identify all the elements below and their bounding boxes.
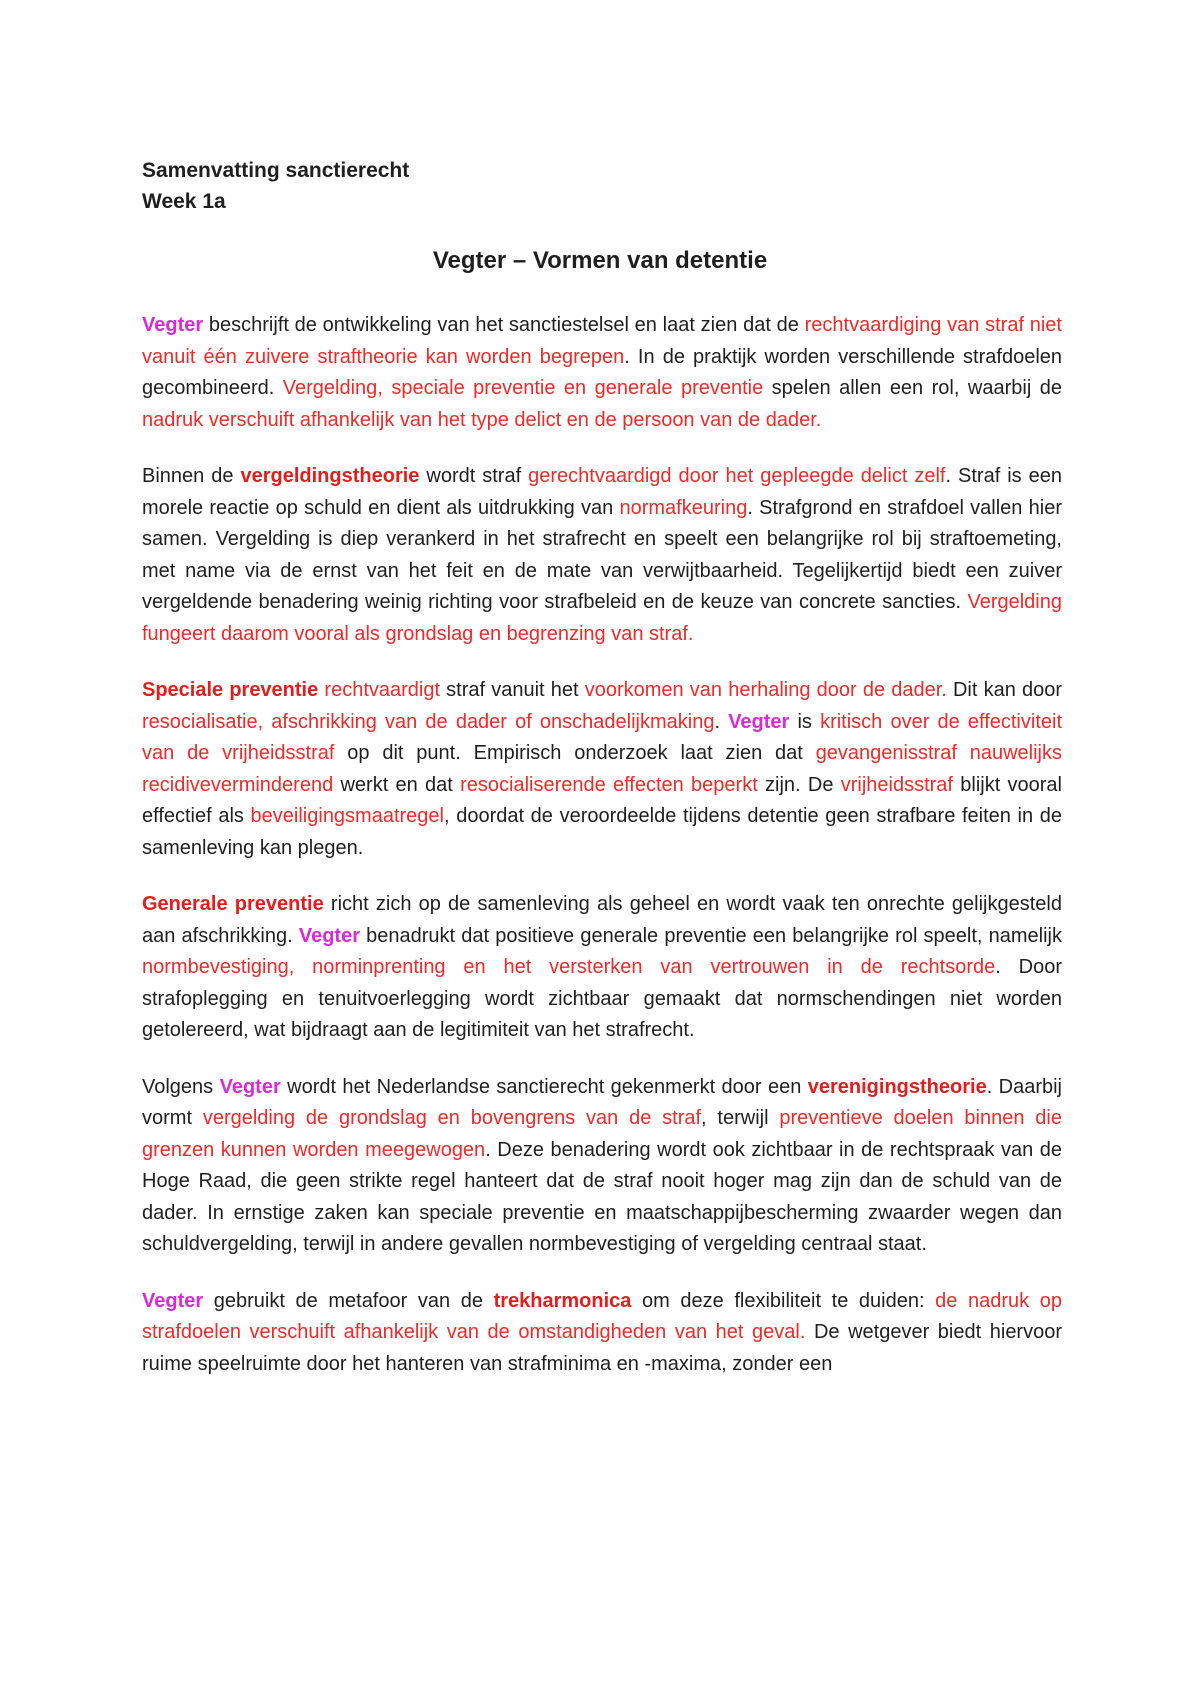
paragraph-generale-preventie: [142, 889, 1062, 1047]
text-run: , doordat de veroordeelde tijdens detentie geen strafbare feiten in de samenleving kan plegen.: [142, 805, 1063, 859]
highlight-red: de nadruk op strafdoelen verschuift afhankelijk van de omstandigheden van het geval.: [142, 1289, 1062, 1343]
document-subject: Samenvatting sanctierecht: [142, 159, 410, 182]
paragraph-verenigingstheorie: [142, 1072, 1062, 1261]
highlight-red: normafkeuring: [619, 496, 748, 519]
text-run: . In de praktijk worden verschillende strafdoelen gecombineerd.: [142, 345, 1063, 399]
highlight-red-bold: Speciale preventie: [142, 679, 319, 701]
highlight-name: Vegter: [142, 314, 204, 336]
text-run: . Door strafoplegging en tenuitvoerlegging wordt zichtbaar gemaakt dat normschendingen niet worden getolereerd, wat bijdraagt aan de legitimiteit van het strafrecht.: [142, 956, 1062, 1041]
highlight-red: Vergelding, speciale preventie en generale preventie: [282, 377, 764, 399]
paragraph-trekharmonica: [142, 1286, 1062, 1381]
text-run: Volgens: [142, 1075, 220, 1098]
highlight-name: Vegter: [728, 710, 790, 733]
text-run: werkt en dat: [333, 773, 461, 796]
document-week: Week 1a: [142, 190, 226, 213]
highlight-red: voorkomen van herhaling door de dader.: [584, 679, 947, 701]
text-run: is: [789, 710, 821, 733]
document-body: [142, 310, 1062, 1405]
highlight-red: rechtvaardigt: [324, 679, 441, 701]
highlight-red: gevangenisstraf nauwelijks recidiveverminderend: [142, 742, 1062, 796]
text-run: straf vanuit het: [440, 679, 585, 701]
highlight-red: gerechtvaardigd door het gepleegde delict zelf: [528, 465, 946, 487]
highlight-red-bold: vergeldingstheorie: [240, 465, 420, 487]
text-run: Dit kan door: [946, 679, 1063, 701]
text-run: wordt het Nederlandse sanctierecht gekenmerkt door een: [280, 1075, 808, 1098]
text-run: . Straf is een morele reactie op schuld en dient als uitdrukking van: [142, 465, 1062, 519]
text-run: . Daarbij vormt: [142, 1075, 1062, 1129]
highlight-red: kritisch over de effectiviteit van de vrijheidsstraf: [142, 710, 1063, 764]
highlight-red-bold: Generale preventie: [142, 893, 324, 915]
text-run: . Strafgrond en strafdoel vallen hier samen. Vergelding is diep verankerd in het strafrecht en speelt een belangrijke rol bij straftoemeting, met name via de ernst van het feit en de mate van verwijtbaarheid. Tegelijkertijd biedt een zuiver vergeldende benadering weinig richting voor strafbeleid en de keuze van concrete sancties.: [142, 496, 1062, 613]
highlight-red: nadruk verschuift afhankelijk van het type delict en de persoon van de dader.: [142, 408, 822, 431]
paragraph-vergeldingstheorie: [142, 461, 1062, 650]
text-run: .: [714, 710, 729, 733]
text-run: op dit punt. Empirisch onderzoek laat zien dat: [334, 742, 816, 764]
text-run: De wetgever biedt hiervoor ruime speelruimte door het hanteren van strafminima en -maxima, zonder een: [142, 1321, 1063, 1375]
highlight-red: beveiligingsmaatregel: [250, 805, 444, 827]
text-run: , terwijl: [701, 1107, 780, 1129]
text-run: richt zich op de samenleving als geheel en wordt vaak ten onrechte gelijkgesteld aan afschrikking.: [142, 893, 1062, 947]
text-run: wordt straf: [419, 465, 529, 487]
highlight-red: preventieve doelen binnen die grenzen kunnen worden meegewogen: [142, 1107, 1062, 1161]
highlight-red: Vergelding fungeert daarom vooral als grondslag en begrenzing van straf.: [142, 591, 1062, 645]
highlight-red: resocialisatie, afschrikking van de dader of onschadelijkmaking: [142, 710, 715, 733]
document-header: [142, 155, 409, 217]
text-run: Binnen de: [142, 465, 241, 487]
highlight-red: vrijheidsstraf: [840, 773, 953, 796]
text-run: benadrukt dat positieve generale preventie een belangrijke rol speelt, namelijk: [360, 924, 1062, 947]
highlight-red-bold: trekharmonica: [493, 1289, 632, 1312]
highlight-name: Vegter: [219, 1075, 281, 1098]
text-run: spelen allen een rol, waarbij de: [763, 377, 1062, 399]
highlight-red: resocialiserende effecten beperkt: [460, 773, 758, 796]
text-run: gebruikt de metafoor van de: [203, 1289, 494, 1312]
highlight-red-bold: verenigingstheorie: [807, 1075, 987, 1098]
highlight-red: rechtvaardiging van straf niet vanuit één zuivere straftheorie kan worden begrepen: [142, 314, 1062, 368]
highlight-red: vergelding de grondslag en bovengrens van de straf: [202, 1107, 702, 1129]
highlight-name: Vegter: [298, 924, 360, 947]
text-run: beschrijft de ontwikkeling van het sanctiestelsel en laat zien dat de: [203, 314, 805, 336]
paragraph-speciale-preventie: [142, 675, 1062, 864]
text-run: . Deze benadering wordt ook zichtbaar in de rechtspraak van de Hoge Raad, die geen strikte regel hanteert dat de straf nooit hoger mag zijn dan de schuld van de dader. In ernstige zaken kan speciale preventie en maatschappijbescherming zwaarder wegen dan schuldvergelding, terwijl in andere gevallen normbevestiging of vergelding centraal staat.: [142, 1138, 1062, 1255]
page-title: Vegter – Vormen van detentie: [432, 247, 768, 274]
text-run: zijn. De: [757, 773, 841, 796]
paragraph-intro: [142, 310, 1062, 436]
text-run: om deze flexibiliteit te duiden:: [631, 1289, 936, 1312]
highlight-red: normbevestiging, norminprenting en het versterken van vertrouwen in de rechtsorde: [142, 956, 996, 978]
text-run: blijkt vooral effectief als: [142, 773, 1062, 827]
highlight-name: Vegter: [142, 1289, 204, 1312]
